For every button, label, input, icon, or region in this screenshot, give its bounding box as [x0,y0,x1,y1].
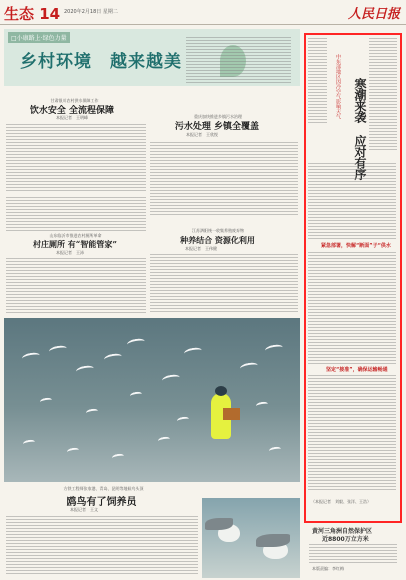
upper-left-text [6,197,146,232]
recycle-text [150,254,298,313]
sewage-headline: 污水处理 乡镇全覆盖 [174,122,260,132]
seagull-feeding-photo [4,318,300,482]
toilet-kicker: 山东临沂市推进农村厕所革命 [49,233,102,238]
water-kicker: 甘肃银川农村供水保障工作 [50,98,99,103]
small-bird-photo [202,498,300,578]
banner-title: 乡村环境 越来越美 [20,52,182,72]
recycle-kicker: 江苏泗阳统一收集养殖废弃物 [192,228,244,233]
newspaper-logo: 人民日报 [347,7,400,22]
toilet-byline: 本报记者 王沛 [56,250,84,255]
feature-subhead-4: 近8800万立方米 [322,536,369,543]
seagull-wing-icon [205,518,233,530]
toilet-headline: 村庄厕所 有“智能管家” [33,239,117,249]
feature-subhead-1: 紧急部署，快解“断面”子“供水 [321,243,391,249]
feature-subhead-3: 黄河三角洲自然保护区 [312,528,373,535]
feature-text-column-2 [369,38,397,150]
feature-authors: （本报记者 刘毅、张洋、王浩） [311,499,371,504]
feature-headline: 寒潮来袭 应对有序 [353,78,367,179]
toilet-text [6,258,146,313]
feature-text-body-3 [308,375,396,492]
feature-kicker: 中东部地区因冷空气影响天气 [335,54,341,119]
bird-text [6,516,198,576]
masthead [0,0,406,25]
recycle-headline: 种养结合 资源化利用 [180,235,255,245]
sewage-kicker: 重庆加快推进乡镇污水治理 [194,114,242,119]
bird-headline: 鸥鸟有了饲养员 [66,497,137,508]
lower-right-text [309,544,397,564]
sewage-byline: 本报记者 王欣悦 [186,132,218,137]
banner-tag: □小康路上·绿色力量 [8,32,70,43]
publish-date: 2020年2月18日 星期二 [64,9,118,15]
bird-kicker: 方铁工程师张家港、青岛、昆明等地候鸟头顶 [63,486,144,491]
feature-text-body-2 [308,252,396,365]
banner-text-lines [186,37,291,85]
bird-byline: 本报记者 王文 [70,507,98,512]
feature-text-body-1 [308,163,396,240]
seagull-wing-icon [256,534,290,547]
page-footer: 本版责编：李红梅 [312,566,344,571]
feed-box [223,408,240,420]
recycle-byline: 本报记者 王伟健 [185,246,217,251]
feature-text-column-1 [308,38,327,124]
sewage-text [150,142,298,217]
water-byline: 本报记者 王明峰 [56,115,88,120]
water-headline: 饮水安全 全流程保障 [29,106,115,116]
feature-subhead-2: 坚定“接准”，确保运输畅通 [326,367,388,373]
water-text [6,124,146,191]
section-title: 生态 14 [4,5,61,23]
